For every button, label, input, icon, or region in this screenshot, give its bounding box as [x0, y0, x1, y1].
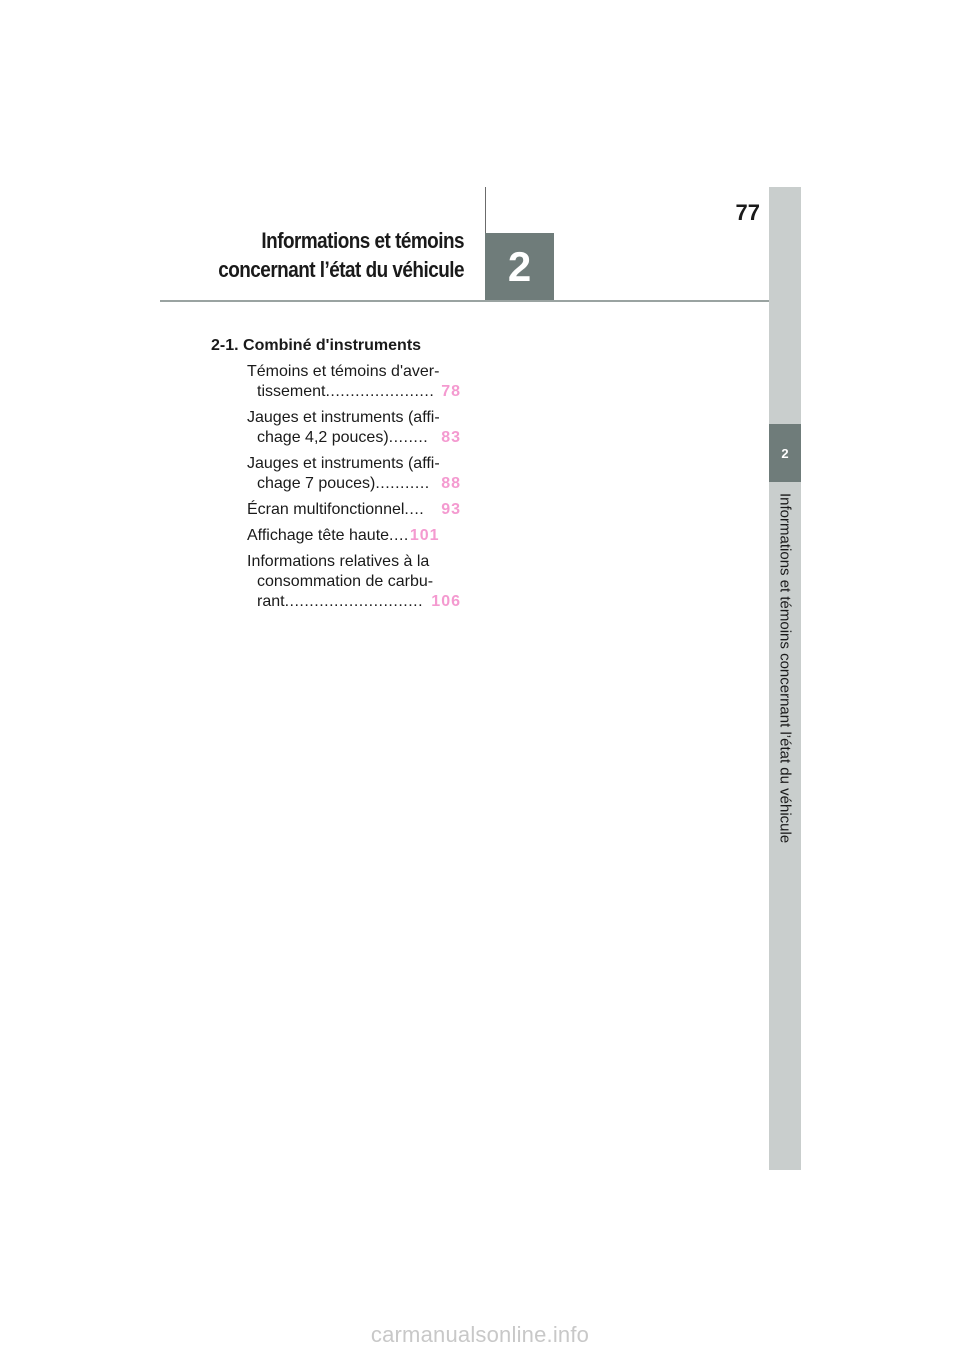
- header-horizontal-rule: [160, 300, 770, 302]
- toc-page-link[interactable]: 93: [441, 501, 461, 518]
- toc-entry-affichage-tete-haute[interactable]: [247, 526, 461, 546]
- toc-page-link[interactable]: 101: [409, 527, 440, 544]
- chapter-title-line2: concernant l’état du véhicule: [218, 257, 464, 282]
- toc-entry-text: Écran multifonctionnel: [247, 501, 405, 518]
- side-tab-number[interactable]: 2: [769, 424, 801, 482]
- toc-entry-text: Jauges et instruments (affi-: [247, 455, 440, 472]
- toc-leader-dots: ............................: [284, 593, 424, 610]
- toc-entry-text: Témoins et témoins d'aver-: [247, 363, 440, 380]
- header-vertical-rule: [485, 187, 486, 233]
- toc-leader-dots: ....: [389, 527, 409, 544]
- toc-entry-consommation[interactable]: [247, 552, 461, 612]
- page-number: 77: [735, 200, 760, 225]
- toc-entry-jauges-7[interactable]: [247, 454, 461, 494]
- chapter-number-box: 2: [485, 233, 554, 301]
- side-tab-text: Informations et témoins concernant l’état du véhicule: [776, 493, 794, 844]
- toc-leader-dots: ......................: [325, 383, 435, 400]
- table-of-contents: [211, 337, 461, 618]
- toc-entry-text: chage 4,2 pouces): [257, 429, 389, 446]
- toc-entry-text: Jauges et instruments (affi-: [247, 409, 440, 426]
- toc-entry-text: rant: [257, 593, 285, 610]
- toc-page-link[interactable]: 106: [431, 593, 461, 610]
- toc-leader-dots: ...........: [375, 475, 430, 492]
- toc-section-title: 2-1. Combiné d'instruments: [211, 337, 422, 354]
- toc-leader-dots: ........: [388, 429, 429, 446]
- toc-entry-text: Affichage tête haute: [247, 527, 390, 544]
- toc-entry-text: consommation de carbu-: [257, 573, 434, 590]
- chapter-title-line1: Informations et témoins: [261, 228, 464, 253]
- toc-entry-text: tissement: [257, 383, 326, 400]
- toc-entry-temoins[interactable]: [247, 362, 461, 402]
- chapter-title: [203, 226, 464, 284]
- toc-entry-text: Informations relatives à la: [247, 553, 430, 570]
- toc-page-link[interactable]: 83: [441, 429, 461, 446]
- toc-entry-text: chage 7 pouces): [257, 475, 376, 492]
- toc-entry-jauges-4-2[interactable]: [247, 408, 461, 448]
- toc-leader-dots: ....: [404, 501, 425, 518]
- toc-page-link[interactable]: 78: [441, 383, 461, 400]
- watermark: carmanualsonline.info: [370, 1322, 590, 1347]
- toc-entry-ecran-multifonctionnel[interactable]: [247, 500, 461, 520]
- toc-page-link[interactable]: 88: [441, 475, 461, 492]
